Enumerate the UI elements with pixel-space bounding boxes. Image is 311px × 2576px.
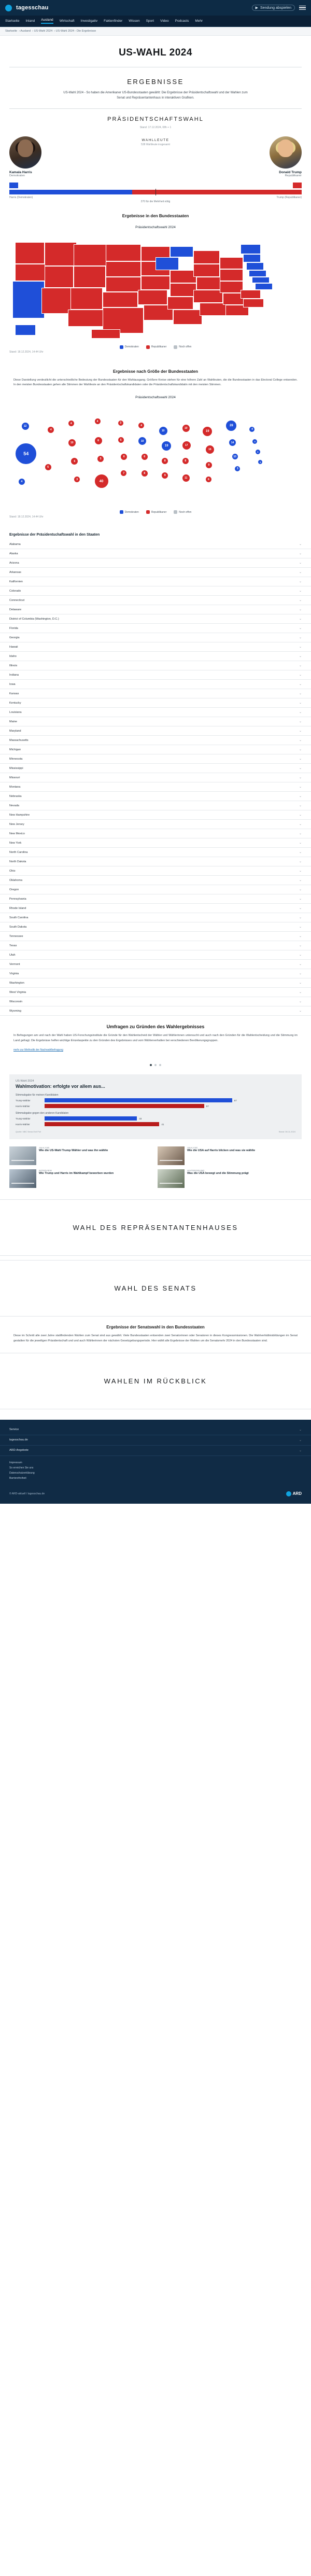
state-name: West Virginia: [9, 990, 26, 994]
state-name: Washington: [9, 981, 24, 985]
legend-label-open: Noch offen: [179, 345, 192, 349]
map1-subhead: Präsidentschaftswahl 2024: [135, 225, 176, 229]
state-name: Pennsylvania: [9, 897, 26, 901]
nav-item-mehr[interactable]: Mehr: [195, 19, 203, 23]
state-name: Virginia: [9, 972, 19, 975]
map1-legend: [9, 342, 302, 349]
chevron-down-icon: ⌄: [299, 814, 302, 817]
legend-label-rep: Republikaner: [151, 345, 167, 349]
state-name: Oklahoma: [9, 878, 23, 882]
state-accordion-item[interactable]: [0, 558, 311, 568]
chart-stand: Stand: 06.11.2024: [278, 1130, 295, 1133]
state-name: Vermont: [9, 962, 20, 966]
chart-group-label-0: Stimmabgabe für meinen Kandidaten: [16, 1094, 59, 1097]
state-accordion-item[interactable]: [0, 848, 311, 857]
chevron-down-icon: ⌄: [299, 1438, 302, 1442]
state-name: District of Columbia (Washington, D.C.): [9, 617, 59, 621]
map1-heading: Ergebnisse in den Bundesstaaten: [122, 213, 189, 218]
nav-item-sport[interactable]: Sport: [146, 19, 154, 23]
chevron-down-icon: ⌄: [299, 646, 302, 649]
carousel-dot-3[interactable]: [159, 1064, 161, 1066]
teaser-card[interactable]: [9, 1146, 153, 1165]
footer-copyright: © ARD-aktuell / tagesschau.de: [9, 1492, 45, 1495]
main-navigation: [0, 16, 311, 27]
chevron-down-icon: ⌄: [299, 552, 302, 556]
teaser-grid: [0, 1144, 311, 1195]
state-name: Florida: [9, 626, 18, 630]
candidate-trump-name: Donald Trump: [279, 170, 302, 174]
ard-circle-icon: [286, 1491, 291, 1496]
state-name: Texas: [9, 944, 17, 947]
chevron-down-icon: ⌄: [299, 1000, 302, 1004]
state-accordion-item[interactable]: [0, 577, 311, 586]
state-accordion-item[interactable]: [0, 838, 311, 848]
state-accordion-item[interactable]: [0, 978, 311, 988]
state-name: Colorado: [9, 589, 21, 593]
state-name: Kansas: [9, 692, 19, 695]
state-accordion-item[interactable]: [0, 652, 311, 661]
state-accordion-item[interactable]: [0, 596, 311, 605]
legend2-label-dem: Demokraten: [124, 510, 139, 514]
chevron-down-icon: ⌄: [299, 935, 302, 939]
candidate-trump-party: Republikaner: [285, 174, 302, 177]
teaser-kicker: INTERVIEW: [39, 1169, 52, 1172]
state-accordion-item[interactable]: [0, 661, 311, 670]
chevron-down-icon: ⌄: [299, 580, 302, 584]
teaser-card[interactable]: [9, 1169, 153, 1188]
review-banner: WAHLEN IM RÜCKBLICK: [0, 1353, 311, 1409]
state-name: New Hampshire: [9, 813, 30, 817]
teaser-headline[interactable]: Wie die USA auf Harris blicken und was sie wählte: [187, 1149, 256, 1153]
chevron-down-icon: ⌄: [299, 823, 302, 827]
state-name: South Dakota: [9, 925, 27, 929]
reasons-body: In Befragungen am und nach der Wahl haben US-Forschungsinstitute die Gründe für den Wahlentscheid der Wähler und Wählerinnen untersucht und auch nach den Gründen für die Wahlentscheidung und die Stimmung im Land gefragt. Die Ergebnisse helfen wichtige Einzelaspekte zu den Gründen des Ergebnisses und vom Wählerverhalten bei verschiedenen Bevölkerungsgruppen.: [13, 1034, 298, 1042]
map2-body: Diese Darstellung verdeutlicht die unterschiedliche Bedeutung der Bundesstaaten für den Wahlausgang. Größere Kreise stehen für eine höhere Zahl an Wahlleuten, die die Bundesstaaten in das Electoral College entsenden. In den meisten Bundesstaaten gehen alle Stimmen der Wahlleute an den Präsidentschaftskandidaten oder die Präsidentschaftskandidatin mit den meisten Stimmen.: [13, 378, 298, 387]
chevron-down-icon: ⌄: [299, 888, 302, 892]
ard-logo[interactable]: [286, 1491, 302, 1496]
play-icon: ▶: [255, 6, 259, 10]
teaser-headline[interactable]: Wie Trump und Harris im Wahlkampf beworben wurden: [39, 1172, 114, 1175]
chevron-down-icon: ⌄: [299, 590, 302, 593]
state-name: Michigan: [9, 748, 21, 751]
state-name: Rhode Island: [9, 906, 26, 910]
chevron-down-icon: ⌄: [299, 972, 302, 976]
state-name: Minnesota: [9, 757, 23, 761]
teaser-thumbnail: [158, 1146, 185, 1165]
choropleth-map-container[interactable]: [0, 230, 311, 361]
state-accordion-item[interactable]: [0, 726, 311, 736]
chart-bar-row: [16, 1122, 295, 1126]
breadcrumb-item-1[interactable]: Ausland: [20, 30, 31, 33]
state-accordion-item[interactable]: [0, 773, 311, 782]
chevron-down-icon: ⌄: [299, 655, 302, 659]
state-name: Oregon: [9, 888, 19, 891]
chevron-down-icon: ⌄: [299, 608, 302, 612]
chart-title: Wahlmotivation: erfolgte vor allem aus...: [16, 1084, 105, 1089]
candidate-trump: [205, 136, 302, 177]
chart-bar-row: [16, 1104, 295, 1108]
chevron-down-icon: ⌄: [299, 702, 302, 705]
map2-stand: Stand: 18.12.2024, 14:44 Uhr: [9, 515, 44, 519]
senate-states-title: Ergebnisse der Senatswahl in den Bundesstaaten: [106, 1325, 205, 1330]
chevron-down-icon: ⌄: [299, 543, 302, 547]
state-accordion-item[interactable]: [0, 829, 311, 838]
choropleth-map[interactable]: [9, 233, 302, 342]
footer-section-label: ARD-Angebote: [9, 1449, 29, 1452]
state-accordion-item[interactable]: [0, 540, 311, 549]
chevron-down-icon: ⌄: [299, 916, 302, 920]
state-accordion-item[interactable]: [0, 810, 311, 820]
state-accordion-item[interactable]: [0, 670, 311, 680]
chevron-down-icon: ⌄: [299, 954, 302, 957]
chevron-down-icon: ⌄: [299, 1449, 302, 1452]
map2-legend: [9, 507, 302, 514]
state-name: North Dakota: [9, 860, 26, 863]
electoral-votes-total: 538 Wahlleute insgesamt: [141, 143, 170, 146]
state-name: Delaware: [9, 608, 22, 611]
trump-electoral-votes: 312: [293, 182, 302, 188]
footer-section-label: tagesschau.de: [9, 1438, 28, 1442]
chevron-down-icon: ⌄: [299, 870, 302, 873]
state-accordion-item[interactable]: [0, 950, 311, 960]
state-accordion-item[interactable]: [0, 866, 311, 876]
state-accordion-item[interactable]: [0, 792, 311, 801]
nav-item-wirtschaft[interactable]: Wirtschaft: [59, 19, 75, 23]
electoral-votes-label: [110, 136, 201, 146]
state-name: Nevada: [9, 804, 19, 807]
nav-item-ausland[interactable]: Ausland: [41, 18, 53, 24]
state-accordion-item[interactable]: [0, 997, 311, 1006]
teaser-kicker: ANALYSE: [187, 1146, 198, 1150]
senate-states-body: Diese im Schnitt alle zwei Jahre stattfindenden Wahlen zum Senat sind aus gewählt. Viele Bundesstaaten entsenden zwei Senatorinnen oder Senatoren in dieses Kongressmissionen. Die Wahlverhältnisbildungen im Senat gestalten für die jeweiligen Präsidentschaft und und auch Wählerinnen der nächsten Gesetzgebungsperiode. Hier wählt alle Ergebnisse der Wahlen um die Senatsmehr 2024 in den Bundesstaaten sind.: [13, 1334, 298, 1342]
teaser-card[interactable]: [158, 1169, 302, 1188]
state-accordion-item[interactable]: [0, 568, 311, 577]
state-name: Nebraska: [9, 794, 22, 798]
state-accordion-item[interactable]: [0, 969, 311, 978]
reasons-title: Umfragen zu Gründen des Wahlergebnisses: [106, 1024, 205, 1030]
state-name: Tennessee: [9, 934, 23, 938]
candidate-harris-photo: [9, 136, 41, 169]
state-accordion-item[interactable]: [0, 941, 311, 950]
carousel-dots[interactable]: [0, 1059, 311, 1072]
teaser-card[interactable]: [158, 1146, 302, 1165]
map2-heading: Ergebnisse nach Größe der Bundesstaaten: [112, 369, 199, 374]
state-accordion-item[interactable]: [0, 885, 311, 894]
chevron-down-icon: ⌄: [299, 674, 302, 677]
breadcrumb-item-2[interactable]: US-Wahl 2024: [34, 30, 53, 33]
state-accordion-item[interactable]: [0, 932, 311, 941]
bubble-map-container[interactable]: [0, 400, 311, 526]
state-name: Kalifornien: [9, 580, 23, 583]
chevron-down-icon: ⌄: [299, 748, 302, 752]
states-accordion-list: [0, 540, 311, 1016]
chevron-down-icon: ⌄: [299, 683, 302, 687]
menu-button[interactable]: [299, 6, 306, 10]
play-broadcast-label: Sendung abspielen: [260, 6, 291, 10]
chevron-down-icon: ⌄: [299, 1010, 302, 1013]
chart-bar-row: [16, 1098, 295, 1102]
footer-section-label: Service: [9, 1428, 19, 1432]
chevron-down-icon: ⌄: [299, 739, 302, 743]
footer-link-barrierefreiheit[interactable]: Barrierefreiheit: [9, 1476, 26, 1480]
state-name: North Carolina: [9, 850, 28, 854]
chevron-down-icon: ⌄: [299, 944, 302, 948]
state-name: Arkansas: [9, 570, 21, 574]
footer-section-tagesschau[interactable]: [0, 1435, 311, 1446]
chevron-down-icon: ⌄: [299, 963, 302, 967]
chevron-down-icon: ⌄: [299, 571, 302, 575]
footer-link-datenschutz[interactable]: Datenschutzerklärung: [9, 1471, 35, 1475]
teaser-headline[interactable]: Wie die US-Wahl Trump Wähler und was ihn wählte: [39, 1149, 108, 1153]
page-title: US-WAHL 2024: [119, 47, 192, 58]
chevron-down-icon: ⌄: [299, 711, 302, 715]
state-accordion-item[interactable]: [0, 605, 311, 614]
chevron-down-icon: ⌄: [299, 627, 302, 631]
state-accordion-item[interactable]: [0, 857, 311, 866]
teaser-thumbnail: [158, 1169, 185, 1188]
map1-stand: Stand: 18.12.2024, 14:44 Uhr: [9, 350, 44, 354]
breadcrumb: Startseite › Ausland › US-Wahl 2024 › US-Wahl 2024 - Die Ergebnisse: [0, 27, 311, 36]
state-name: Wyoming: [9, 1009, 21, 1013]
breadcrumb-item-3: US-Wahl 2024 - Die Ergebnisse: [55, 30, 96, 33]
legend2-label-rep: Republikaner: [151, 510, 167, 514]
bar-label-dem: Harris (Demokraten): [9, 195, 33, 199]
state-accordion-item[interactable]: [0, 689, 311, 698]
teaser-thumbnail: [9, 1146, 36, 1165]
bar-value-1-1: 41: [161, 1123, 164, 1126]
state-name: Louisiana: [9, 710, 22, 714]
state-accordion-item[interactable]: [0, 736, 311, 745]
state-accordion-item[interactable]: [0, 549, 311, 558]
chevron-down-icon: ⌄: [299, 991, 302, 995]
state-accordion-item[interactable]: [0, 960, 311, 969]
chevron-down-icon: ⌄: [299, 926, 302, 929]
state-name: Illinois: [9, 664, 18, 667]
footer-links: [0, 1456, 311, 1486]
play-broadcast-button[interactable]: [252, 5, 295, 11]
legend2-label-open: Noch offen: [179, 510, 192, 514]
bar-category-1-1: Harris-Wähler: [16, 1123, 30, 1126]
top-bar: [0, 0, 311, 16]
nav-item-startseite[interactable]: Startseite: [5, 19, 20, 23]
chevron-down-icon: ⌄: [299, 786, 302, 789]
results-intro: US-Wahl 2024 - So haben die Amerikaner US-Bundesstaaten gewählt: Die Ergebnisse der Präsidentschaftswahl und der Wahlen zum Senat und Repräsentantenhaus in interaktiven Grafiken.: [63, 91, 248, 100]
state-accordion-item[interactable]: [0, 801, 311, 810]
bar-label-rep: Trump (Republikaner): [276, 195, 302, 199]
state-accordion-item[interactable]: [0, 680, 311, 689]
map2-subhead: Präsidentschaftswahl 2024: [135, 396, 176, 400]
results-heading: ERGEBNISSE: [127, 78, 184, 86]
chevron-down-icon: ⌄: [299, 720, 302, 724]
chevron-down-icon: ⌄: [299, 982, 302, 985]
state-name: Idaho: [9, 654, 17, 658]
breadcrumb-item-0[interactable]: Startseite: [5, 30, 18, 33]
state-accordion-item[interactable]: [0, 782, 311, 792]
footer-link-impressum[interactable]: Impressum: [9, 1461, 22, 1464]
state-accordion-item[interactable]: [0, 1006, 311, 1016]
state-accordion-item[interactable]: [0, 698, 311, 708]
chevron-down-icon: ⌄: [299, 795, 302, 799]
carousel-dot-1[interactable]: [150, 1064, 152, 1066]
candidate-harris-name: Kamala Harris: [9, 170, 32, 174]
states-accordion-title: Ergebnisse der Präsidentschaftswahl in den Staaten: [9, 533, 100, 537]
footer-link-kontakt[interactable]: So erreichen Sie uns: [9, 1466, 34, 1469]
state-name: Georgia: [9, 636, 20, 639]
state-name: New York: [9, 841, 22, 845]
candidate-harris: [9, 136, 106, 177]
majority-note: 270 für die Mehrheit nötig: [140, 200, 171, 203]
state-name: Wisconsin: [9, 1000, 23, 1003]
state-accordion-item[interactable]: [0, 904, 311, 913]
state-name: Maryland: [9, 729, 21, 733]
state-accordion-item[interactable]: [0, 708, 311, 717]
chevron-down-icon: ⌄: [299, 692, 302, 696]
state-name: Arizona: [9, 561, 19, 565]
state-name: Kentucky: [9, 701, 21, 705]
chevron-down-icon: ⌄: [299, 1428, 302, 1432]
chevron-down-icon: ⌄: [299, 907, 302, 911]
methodology-link[interactable]: mehr zur Methodik der Nachwahlbefragung: [13, 1048, 63, 1052]
nav-item-video[interactable]: Video: [160, 19, 169, 23]
bar-category-1-0: Trump-Wähler: [16, 1117, 31, 1120]
chart-source: Quelle: NBC News Exit Poll: [16, 1130, 41, 1133]
chevron-down-icon: ⌄: [299, 599, 302, 603]
chevron-down-icon: ⌄: [299, 898, 302, 901]
state-name: Indiana: [9, 673, 19, 677]
state-accordion-item[interactable]: [0, 642, 311, 652]
state-name: Mississippi: [9, 766, 23, 770]
bar-value-0-1: 57: [206, 1104, 209, 1108]
state-accordion-item[interactable]: [0, 894, 311, 904]
chevron-down-icon: ⌄: [299, 664, 302, 668]
state-name: Alabama: [9, 542, 21, 546]
house-banner: WAHL DES REPRÄSENTANTENHAUSES: [0, 1199, 311, 1256]
nav-item-podcasts[interactable]: Podcasts: [175, 19, 189, 23]
chevron-down-icon: ⌄: [299, 636, 302, 640]
chevron-down-icon: ⌄: [299, 767, 302, 771]
state-name: Massachusetts: [9, 738, 29, 742]
nav-item-faktenfinder[interactable]: Faktenfinder: [104, 19, 123, 23]
teaser-thumbnail: [9, 1169, 36, 1188]
presidential-heading: PRÄSIDENTSCHAFTSWAHL: [107, 116, 204, 122]
state-name: New Mexico: [9, 832, 25, 835]
state-accordion-item[interactable]: [0, 988, 311, 997]
footer-section-service[interactable]: [0, 1425, 311, 1435]
state-name: Montana: [9, 785, 21, 789]
chart-bar-row: [16, 1116, 295, 1121]
candidates-block: [0, 134, 311, 177]
state-accordion-item[interactable]: [0, 754, 311, 764]
senate-banner: WAHL DES SENATS: [0, 1260, 311, 1317]
state-accordion-item[interactable]: [0, 820, 311, 829]
bar-category-0-0: Trump-Wähler: [16, 1099, 31, 1102]
electoral-vote-bar-block: [0, 177, 311, 204]
footer: [0, 1420, 311, 1504]
bar-category-0-1: Harris-Wähler: [16, 1104, 30, 1108]
electoral-vote-bar: [9, 190, 302, 194]
bar-value-0-0: 67: [234, 1099, 237, 1102]
teaser-kicker: HINTERGRUND: [187, 1169, 205, 1172]
ard-label: ARD: [292, 1491, 302, 1496]
chart-group-label-1: Stimmabgabe gegen den anderen Kandidaten: [16, 1112, 69, 1115]
state-accordion-item[interactable]: [0, 614, 311, 624]
chevron-down-icon: ⌄: [299, 804, 302, 808]
legend-label-dem: Demokraten: [124, 345, 139, 349]
brand-name[interactable]: tagesschau: [16, 5, 49, 11]
state-name: Ohio: [9, 869, 16, 873]
electoral-votes-title: WAHLLEUTE: [142, 138, 169, 142]
state-name: Alaska: [9, 552, 18, 555]
nav-item-wissen[interactable]: Wissen: [129, 19, 140, 23]
state-accordion-item[interactable]: [0, 717, 311, 726]
chevron-down-icon: ⌄: [299, 758, 302, 761]
state-accordion-item[interactable]: [0, 922, 311, 932]
chevron-down-icon: ⌄: [299, 776, 302, 780]
state-name: South Carolina: [9, 916, 29, 919]
state-name: New Jersey: [9, 822, 24, 826]
chevron-down-icon: ⌄: [299, 860, 302, 864]
harris-electoral-votes: 226: [9, 182, 18, 188]
bubble-map[interactable]: 54 4 6 12 4 4 10 6 3 4 8 5 40 3 5 6 7 4 10 6 8 10 19 8 9 10 17 8 11 19 16 9 6 28 14 10 3 4 4 3 3: [9, 403, 302, 507]
chevron-down-icon: ⌄: [299, 730, 302, 733]
candidate-harris-party: Demokraten: [9, 174, 25, 177]
state-accordion-item[interactable]: [0, 876, 311, 885]
chevron-down-icon: ⌄: [299, 851, 302, 855]
tagesschau-logo-icon[interactable]: [5, 5, 12, 11]
state-accordion-item[interactable]: [0, 624, 311, 633]
nav-item-inland[interactable]: Inland: [25, 19, 35, 23]
presidential-stand: Stand: 17.12.2024, 08h + 1: [139, 125, 172, 129]
chevron-down-icon: ⌄: [299, 832, 302, 836]
state-name: Utah: [9, 953, 16, 957]
carousel-dot-2[interactable]: [154, 1064, 157, 1066]
state-accordion-item[interactable]: [0, 633, 311, 642]
candidate-trump-photo: [270, 136, 302, 169]
bar-value-1-0: 33: [139, 1117, 142, 1120]
chevron-down-icon: ⌄: [299, 562, 302, 565]
chart-kicker: US-Wahl 2024: [16, 1080, 34, 1083]
state-accordion-item[interactable]: [0, 745, 311, 754]
state-name: Maine: [9, 720, 17, 723]
nav-item-investigativ[interactable]: Investigativ: [80, 19, 98, 23]
footer-section-ard[interactable]: [0, 1446, 311, 1456]
top-bar-right: [252, 5, 306, 11]
teaser-kicker: ANALYSE: [39, 1146, 50, 1150]
chevron-down-icon: ⌄: [299, 879, 302, 883]
chevron-down-icon: ⌄: [299, 618, 302, 621]
chevron-down-icon: ⌄: [299, 842, 302, 845]
state-name: Hawaii: [9, 645, 18, 649]
state-accordion-item[interactable]: [0, 764, 311, 773]
state-accordion-item[interactable]: [0, 586, 311, 596]
motivation-chart-card: [9, 1074, 302, 1139]
state-name: Missouri: [9, 776, 20, 779]
state-name: Connecticut: [9, 598, 25, 602]
teaser-headline[interactable]: Was die USA bewegt und die Stimmung prägt: [187, 1172, 249, 1175]
state-accordion-item[interactable]: [0, 913, 311, 922]
state-name: Iowa: [9, 682, 16, 686]
